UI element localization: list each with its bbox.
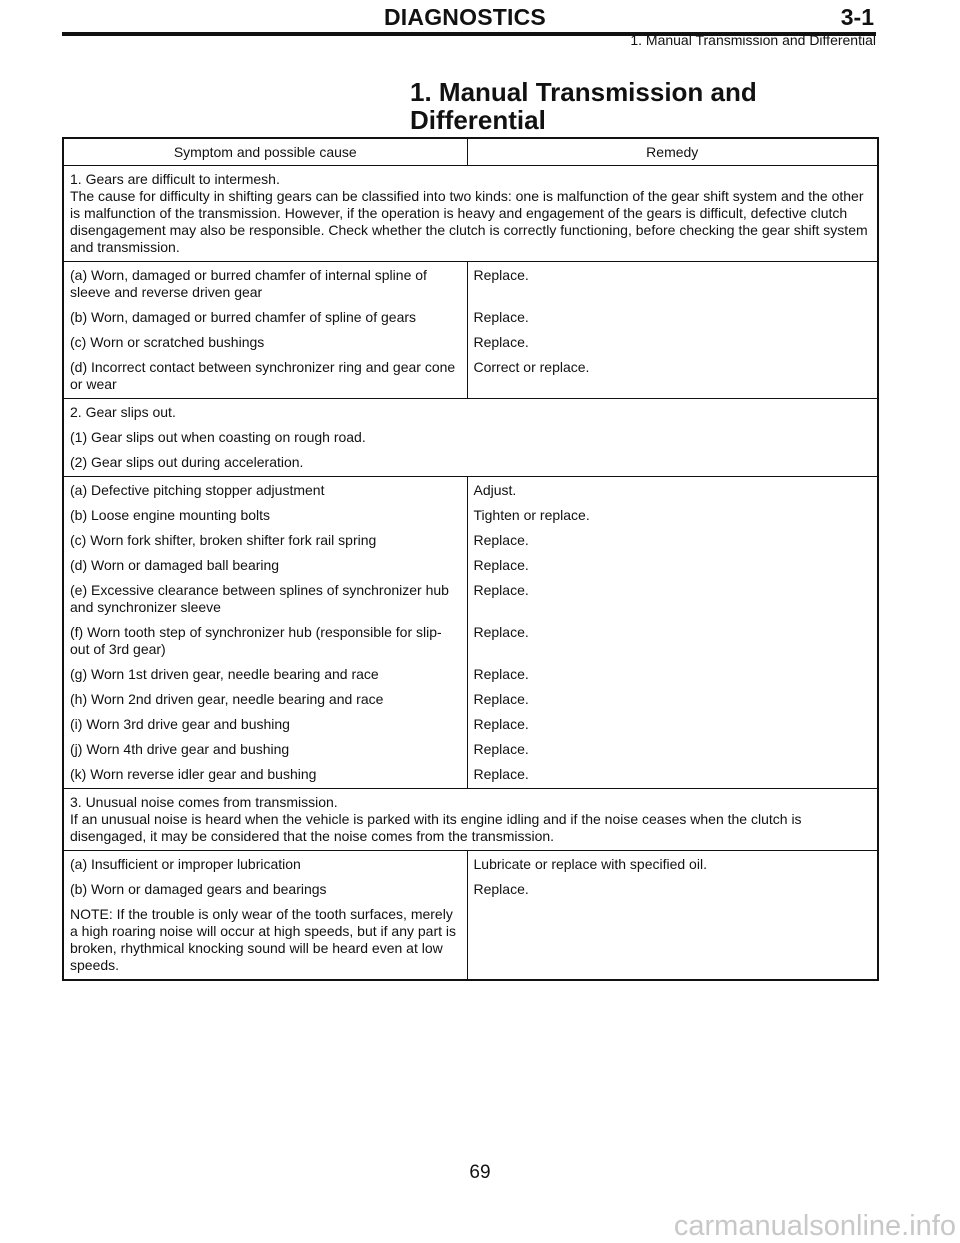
table-row — [63, 528, 878, 553]
cause-cell: (i) Worn 3rd drive gear and bushing — [70, 716, 290, 732]
section-2-sub-1: (1) Gear slips out when coasting on rough road. — [70, 429, 366, 445]
cause-cell: (b) Worn, damaged or burred chamfer of spline of gears — [70, 309, 417, 325]
table-row — [63, 762, 878, 789]
page-number: 69 — [469, 1162, 491, 1183]
table-row — [63, 305, 878, 330]
header-section-title: DIAGNOSTICS — [384, 4, 546, 30]
table-row — [63, 662, 878, 687]
table-row — [63, 737, 878, 762]
cause-cell: (j) Worn 4th drive gear and bushing — [70, 741, 290, 757]
cause-cell: (k) Worn reverse idler gear and bushing — [70, 766, 317, 782]
section-1-text — [63, 166, 878, 262]
remedy-cell: Replace. — [467, 737, 878, 762]
cause-cell: (e) Excessive clearance between splines of synchronizer hub and synchronizer sleeve — [70, 582, 449, 615]
column-header-symptom: Symptom and possible cause — [63, 138, 467, 166]
remedy-cell: Replace. — [467, 620, 878, 662]
footer-watermark: carmanualsonline.info — [673, 1210, 956, 1242]
section-3-description: If an unusual noise is heard when the vehicle is parked with its engine idling and if the noise ceases when the clutch is disengaged, it may be considered that the noise comes from the transmission. — [70, 811, 802, 844]
cause-cell: (c) Worn fork shifter, broken shifter fork rail spring — [70, 532, 377, 548]
table-row — [63, 553, 878, 578]
cause-cell: (b) Worn or damaged gears and bearings — [70, 881, 327, 897]
remedy-cell: Replace. — [467, 712, 878, 737]
table-row — [63, 851, 878, 878]
section-3-header — [63, 789, 878, 851]
page-title-line-1: 1. Manual Transmission and — [410, 77, 757, 107]
remedy-cell: Replace. — [467, 262, 878, 306]
table-row — [63, 902, 878, 980]
section-2-header — [63, 399, 878, 477]
remedy-cell: Replace. — [467, 305, 878, 330]
section-1-description: The cause for difficulty in shifting gears can be classified into two kinds: one is malfunction of the gear shift system and the other is malfunction of the transmission. However, if the operation is heavy and engagement of the gears is difficult, defective clutch disengagement may also be responsible. Check whether the clutch is correctly functioning, before checking the gear shift system and transmission. — [70, 188, 868, 255]
diagnostics-table — [62, 137, 879, 981]
page-title-line-2: Differential — [410, 105, 546, 135]
section-2-text — [63, 399, 878, 477]
remedy-cell: Lubricate or replace with specified oil. — [467, 851, 878, 878]
remedy-cell: Replace. — [467, 877, 878, 902]
cause-cell: (b) Loose engine mounting bolts — [70, 507, 271, 523]
section-3-text — [63, 789, 878, 851]
table-row — [63, 330, 878, 355]
remedy-cell — [467, 902, 878, 980]
table-row — [63, 477, 878, 504]
remedy-cell: Replace. — [467, 662, 878, 687]
remedy-cell: Adjust. — [467, 477, 878, 504]
cause-cell: (a) Insufficient or improper lubrication — [63, 851, 467, 878]
table-row — [63, 262, 878, 306]
note-cell: NOTE: If the trouble is only wear of the tooth surfaces, merely a high roaring noise will occur at high speeds, but if any part is broken, rhythmical knocking sound will be heard even at low speeds. — [70, 906, 456, 973]
table-header-row — [63, 138, 878, 166]
remedy-cell: Tighten or replace. — [467, 503, 878, 528]
section-2-sub-2: (2) Gear slips out during acceleration. — [70, 454, 304, 470]
remedy-cell: Replace. — [467, 528, 878, 553]
table-row — [63, 712, 878, 737]
table-row — [63, 877, 878, 902]
table-row — [63, 578, 878, 620]
cause-cell: (f) Worn tooth step of synchronizer hub (responsible for slip-out of 3rd gear) — [70, 624, 442, 657]
section-1-title: 1. Gears are difficult to intermesh. — [70, 171, 280, 187]
table-row — [63, 355, 878, 399]
remedy-cell: Replace. — [467, 687, 878, 712]
cause-cell: (d) Incorrect contact between synchronizer ring and gear cone or wear — [70, 359, 456, 392]
cause-cell: (a) Defective pitching stopper adjustment — [63, 477, 467, 504]
section-2-title: 2. Gear slips out. — [70, 404, 176, 420]
remedy-cell: Replace. — [467, 762, 878, 789]
page-title — [410, 78, 757, 134]
section-3-title: 3. Unusual noise comes from transmission. — [70, 794, 338, 810]
remedy-cell: Replace. — [467, 553, 878, 578]
table-row — [63, 503, 878, 528]
column-header-remedy: Remedy — [467, 138, 878, 166]
remedy-cell: Replace. — [467, 330, 878, 355]
cause-cell: (c) Worn or scratched bushings — [70, 334, 265, 350]
cause-cell: (d) Worn or damaged ball bearing — [70, 557, 280, 573]
cause-cell: (g) Worn 1st driven gear, needle bearing and race — [70, 666, 379, 682]
table-row — [63, 687, 878, 712]
header-subtitle: 1. Manual Transmission and Differential — [630, 32, 876, 48]
header-chapter-number: 3-1 — [840, 4, 874, 30]
table-row — [63, 620, 878, 662]
remedy-cell: Replace. — [467, 578, 878, 620]
remedy-cell: Correct or replace. — [467, 355, 878, 399]
section-1-header — [63, 166, 878, 262]
cause-cell: (a) Worn, damaged or burred chamfer of internal spline of sleeve and reverse driven gear — [63, 262, 467, 306]
cause-cell: (h) Worn 2nd driven gear, needle bearing and race — [70, 691, 384, 707]
